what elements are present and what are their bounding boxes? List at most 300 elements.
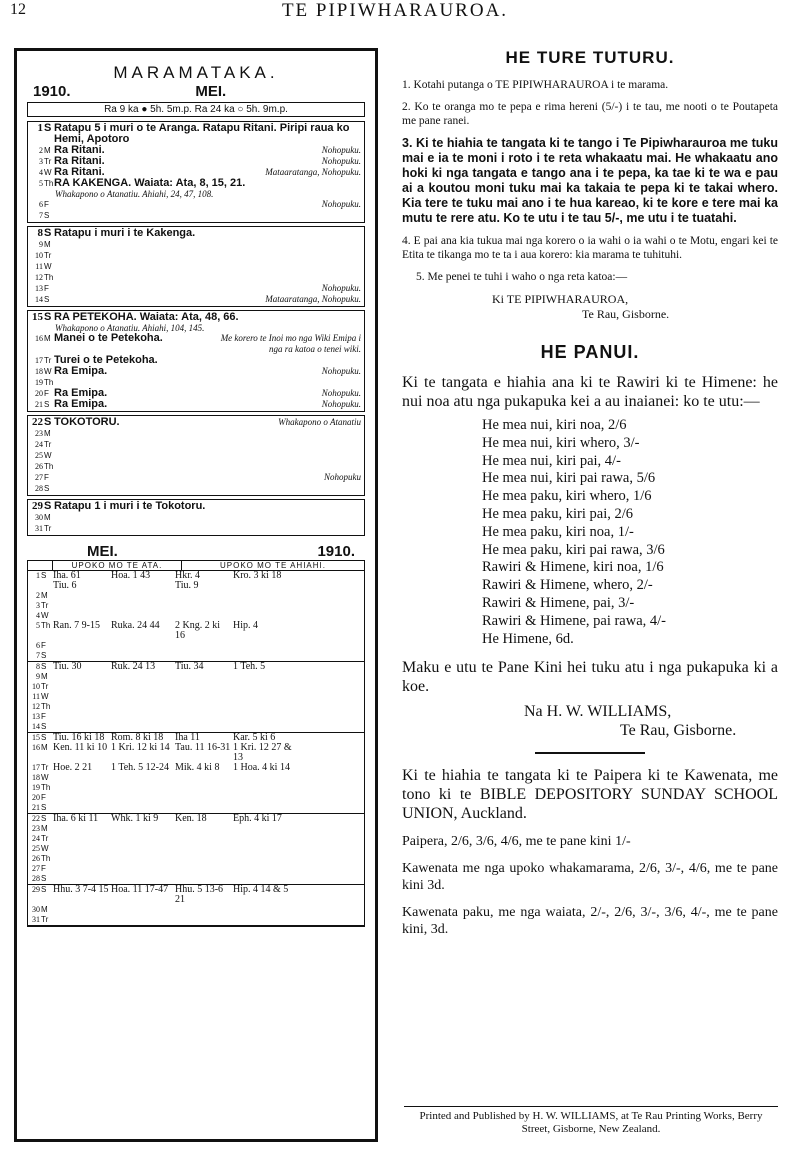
morning-reading-2: Ruk. 24 13 bbox=[111, 661, 156, 672]
day-letter: S bbox=[41, 651, 47, 660]
day-letter: W bbox=[44, 168, 52, 177]
morning-reading-2 bbox=[109, 874, 173, 884]
evening-reading-2 bbox=[231, 915, 293, 925]
calendar-month: MEI. bbox=[195, 83, 227, 100]
panui-closing: Maku e utu te Pane Kini hei tuku atu i nga pukapuka ki a koe. bbox=[402, 659, 778, 696]
day-letter: M bbox=[44, 429, 51, 438]
readings-row bbox=[28, 662, 364, 672]
evening-reading-1: Hkr. 4 bbox=[175, 570, 200, 581]
calendar-day bbox=[31, 210, 361, 221]
morning-reading-1 bbox=[51, 773, 109, 783]
readings-month: MEI. bbox=[87, 543, 118, 560]
evening-reading-1 bbox=[173, 844, 231, 854]
price-item: He mea nui, kiri pai, 4/- bbox=[482, 452, 621, 469]
day-number: 5 bbox=[36, 621, 40, 630]
day-letter: M bbox=[44, 146, 51, 155]
day-number: 22 bbox=[32, 814, 40, 823]
day-letter: M bbox=[41, 905, 48, 914]
day-letter: M bbox=[41, 591, 48, 600]
calendar-day bbox=[31, 366, 361, 377]
day-number: 24 bbox=[32, 834, 40, 843]
day-event: Ra Ritani. bbox=[54, 155, 105, 167]
morning-reading-1 bbox=[51, 692, 109, 702]
day-letter: W bbox=[44, 262, 52, 271]
morning-reading-2 bbox=[109, 824, 173, 834]
calendar-day bbox=[31, 523, 361, 534]
day-note: Nohopuku. bbox=[321, 199, 361, 209]
morning-reading-1 bbox=[51, 702, 109, 712]
readings-row bbox=[28, 874, 364, 884]
calendar-day bbox=[31, 123, 361, 145]
readings-row bbox=[28, 854, 364, 864]
readings-row bbox=[28, 702, 364, 712]
day-number: 26 bbox=[32, 854, 40, 863]
day-letter: S bbox=[41, 722, 47, 731]
calendar-day bbox=[31, 472, 361, 483]
morning-reading-2 bbox=[109, 793, 173, 803]
readings-row bbox=[28, 591, 364, 601]
evening-reading-2 bbox=[231, 803, 293, 813]
morning-reading-2 bbox=[109, 905, 173, 915]
morning-reading-2 bbox=[109, 803, 173, 813]
panui-heading: HE PANUI. bbox=[540, 342, 640, 362]
price-item: Rawiri & Himene, pai, 3/- bbox=[482, 594, 635, 611]
morning-reading-1 bbox=[51, 682, 109, 692]
day-number: 7 bbox=[39, 211, 43, 220]
evening-reading-1 bbox=[173, 803, 231, 813]
calendar-day bbox=[31, 228, 361, 239]
evening-reading-2 bbox=[231, 824, 293, 834]
readings-row bbox=[28, 712, 364, 722]
calendar-day bbox=[31, 439, 361, 450]
day-event: Ra Ritani. bbox=[54, 144, 105, 156]
day-number: 31 bbox=[32, 915, 40, 924]
evening-reading-1 bbox=[173, 793, 231, 803]
ture-p2: 2. Ko te oranga mo te pepa e rima hereni (5/-) i te tau, me nooti o te Poutapeta me pane ranei. bbox=[402, 101, 778, 127]
paipera-price: Paipera, 2/6, 3/6, 4/6, me te pane kini 1/- bbox=[402, 834, 631, 850]
day-number: 18 bbox=[32, 773, 40, 782]
ture-p1: 1. Kotahi putanga o TE PIPIWHARAUROA i te marama. bbox=[402, 79, 669, 91]
morning-reading-1 bbox=[51, 915, 109, 925]
morning-reading-1 bbox=[51, 844, 109, 854]
day-letter: Tr bbox=[44, 524, 52, 533]
day-letter: F bbox=[44, 200, 49, 209]
day-event: RA KAKENGA. Waiata: Ata, 8, 15, 21. bbox=[54, 177, 246, 189]
day-number: 8 bbox=[36, 662, 40, 671]
morning-reading-2 bbox=[109, 601, 173, 611]
ture-p5: 5. Me penei te tuhi i waho o nga reta katoa:— bbox=[416, 271, 628, 283]
evening-reading-1 bbox=[173, 641, 231, 651]
morning-reading-2: Whk. 1 ki 9 bbox=[111, 813, 159, 824]
evening-reading-2 bbox=[231, 672, 293, 682]
morning-reading-2: Ruka. 24 44 bbox=[111, 620, 160, 631]
evening-reading-2 bbox=[231, 651, 293, 661]
morning-reading-2 bbox=[109, 591, 173, 601]
readings-row bbox=[28, 581, 364, 591]
price-item: He mea nui, kiri pai rawa, 5/6 bbox=[482, 470, 656, 487]
day-letter: F bbox=[44, 389, 49, 398]
evening-reading-2: 1 Teh. 5 bbox=[233, 661, 266, 672]
morning-reading-2 bbox=[109, 834, 173, 844]
morning-reading-1 bbox=[51, 783, 109, 793]
day-letter: Th bbox=[44, 273, 54, 282]
day-number: 27 bbox=[32, 864, 40, 873]
evening-reading-2 bbox=[231, 793, 293, 803]
calendar-week bbox=[27, 226, 365, 307]
evening-reading-2 bbox=[231, 702, 293, 712]
readings-row bbox=[28, 793, 364, 803]
readings-row bbox=[28, 692, 364, 702]
day-letter: M bbox=[41, 743, 48, 752]
evening-reading-1 bbox=[173, 783, 231, 793]
day-event: Ratapu 5 i muri o te Aranga. Ratapu Ritani. Piripi raua ko Hemi, Apotoro bbox=[54, 122, 350, 145]
evening-reading-1 bbox=[173, 834, 231, 844]
day-note: Mataaratanga, Nohopuku. bbox=[265, 167, 361, 177]
day-number: 11 bbox=[32, 692, 40, 701]
morning-reading-2 bbox=[109, 702, 173, 712]
ture-p3: 3. Ki te hiahia te tangata ki te tango i Te Pipiwharauroa me tuku mai e ia te moni i roto i te reta whakaatu mai. He whakaatu ano hoki ki nga tangata e tango ana i te pepa, ka tae ki te wa e pau ai a koutou moni tuku mai ka takaia te pepa ki te takai whero. Kia tere te tuku mai ano i te hua kareao, ki te kore e tere mai ka mutu te rere atu. Ko te utu i te tau 5/-, me utu i te tuatahi. bbox=[402, 136, 778, 225]
day-event: Manei o te Petekoha. bbox=[54, 332, 163, 344]
day-letter: S bbox=[44, 500, 52, 512]
day-number: 21 bbox=[35, 400, 43, 409]
day-letter: Tr bbox=[41, 834, 49, 843]
calendar-week bbox=[27, 310, 365, 412]
readings-row bbox=[28, 672, 364, 682]
morning-reading-2 bbox=[109, 712, 173, 722]
evening-reading-1 bbox=[173, 915, 231, 925]
calendar-day bbox=[31, 450, 361, 461]
morning-reading-1 bbox=[51, 712, 109, 722]
day-number: 2 bbox=[36, 591, 40, 600]
calendar-day bbox=[31, 483, 361, 494]
day-letter: S bbox=[44, 122, 52, 134]
day-letter: S bbox=[41, 733, 47, 742]
readings-row bbox=[28, 722, 364, 732]
price-item: He Himene, 6d. bbox=[482, 630, 574, 647]
page-number: 12 bbox=[10, 1, 26, 18]
day-number: 25 bbox=[35, 451, 43, 460]
evening-reading-1: 2 Kng. 2 ki 16 bbox=[175, 620, 220, 641]
day-letter: Tr bbox=[44, 356, 52, 365]
evening-reading-2 bbox=[231, 905, 293, 915]
morning-reading-1 bbox=[51, 591, 109, 601]
calendar-day bbox=[31, 239, 361, 250]
day-note: Nohopuku. bbox=[321, 156, 361, 166]
calendar-weeks bbox=[27, 121, 365, 536]
day-number: 2 bbox=[39, 146, 43, 155]
day-letter: Tr bbox=[41, 763, 49, 772]
evening-reading-2 bbox=[231, 601, 293, 611]
calendar-day bbox=[31, 199, 361, 210]
readings-row bbox=[28, 864, 364, 874]
morning-reading-1 bbox=[51, 905, 109, 915]
day-number: 12 bbox=[32, 702, 40, 711]
calendar-day bbox=[31, 261, 361, 272]
day-letter: S bbox=[41, 803, 47, 812]
readings-row bbox=[28, 803, 364, 813]
morning-reading-2 bbox=[109, 692, 173, 702]
readings-table bbox=[27, 571, 365, 927]
panui-sig2: Te Rau, Gisborne. bbox=[620, 722, 737, 740]
morning-reading-2: Hoa. 11 17-47 bbox=[111, 884, 169, 895]
readings-row bbox=[28, 844, 364, 854]
evening-reading-2 bbox=[231, 581, 293, 591]
day-letter: F bbox=[41, 864, 46, 873]
evening-reading-2 bbox=[231, 692, 293, 702]
day-event: Ra Emipa. bbox=[54, 387, 108, 399]
calendar-year: 1910. bbox=[33, 83, 71, 100]
day-letter: M bbox=[41, 824, 48, 833]
morning-reading-1: Hhu. 3 7-4 15 bbox=[53, 884, 109, 895]
evening-reading-1: Hhu. 5 13-6 21 bbox=[175, 884, 224, 905]
evening-reading-2: Kar. 5 ki 6 bbox=[233, 732, 276, 743]
day-letter: F bbox=[41, 793, 46, 802]
morning-reading-2: 1 Kri. 12 ki 14 bbox=[111, 742, 170, 753]
evening-reading-2: Kro. 3 ki 18 bbox=[233, 570, 282, 581]
day-letter: Th bbox=[41, 783, 51, 792]
evening-reading-1 bbox=[173, 864, 231, 874]
readings-row bbox=[28, 905, 364, 915]
calendar-subnote: Whakapono o Atanatiu. Ahiahi, 24, 47, 108. bbox=[55, 189, 214, 199]
day-letter: S bbox=[41, 662, 47, 671]
day-number: 20 bbox=[32, 793, 40, 802]
readings-row bbox=[28, 641, 364, 651]
price-item: He mea paku, kiri pai, 2/6 bbox=[482, 505, 633, 522]
calendar-day bbox=[31, 283, 361, 294]
day-number: 27 bbox=[35, 473, 43, 482]
evening-reading-1 bbox=[173, 692, 231, 702]
day-letter: Tr bbox=[41, 601, 49, 610]
morning-reading-1 bbox=[51, 722, 109, 732]
day-number: 13 bbox=[32, 712, 40, 721]
readings-row bbox=[28, 824, 364, 834]
morning-reading-2 bbox=[109, 682, 173, 692]
day-event: TOKOTORU. bbox=[54, 416, 120, 428]
evening-reading-1 bbox=[173, 651, 231, 661]
day-letter: Tr bbox=[44, 251, 52, 260]
day-letter: W bbox=[41, 611, 49, 620]
day-note: Nohopuku. bbox=[321, 388, 361, 398]
evening-reading-1 bbox=[173, 773, 231, 783]
day-number: 25 bbox=[32, 844, 40, 853]
divider bbox=[535, 752, 645, 754]
day-number: 28 bbox=[32, 874, 40, 883]
day-letter: Th bbox=[44, 179, 54, 188]
evening-reading-2 bbox=[231, 874, 293, 884]
day-letter: W bbox=[41, 692, 49, 701]
day-event: Ratapu 1 i muri i te Tokotoru. bbox=[54, 500, 206, 512]
day-number: 3 bbox=[36, 601, 40, 610]
day-letter: W bbox=[41, 773, 49, 782]
day-letter: Th bbox=[44, 462, 54, 471]
evening-reading-2 bbox=[231, 864, 293, 874]
morning-reading-2 bbox=[109, 672, 173, 682]
calendar-title: MARAMATAKA. bbox=[113, 63, 279, 82]
day-number: 28 bbox=[35, 484, 43, 493]
day-event: Turei o te Petekoha. bbox=[54, 354, 158, 366]
calendar-panel bbox=[14, 48, 378, 1142]
day-letter: S bbox=[44, 400, 50, 409]
morning-reading-2 bbox=[109, 641, 173, 651]
day-number: 17 bbox=[35, 356, 43, 365]
day-event: Ratapu i muri i te Kakenga. bbox=[54, 227, 196, 239]
day-letter: W bbox=[41, 844, 49, 853]
kawenata-paku-price: Kawenata paku, me nga waiata, 2/-, 2/6, 3/-, 3/6, 4/-, me te pane kini, 3d. bbox=[402, 905, 778, 938]
day-number: 15 bbox=[32, 733, 40, 742]
day-note: Nohopuku. bbox=[321, 399, 361, 409]
morning-reading-2: 1 Teh. 5 12-24 bbox=[111, 762, 169, 773]
day-number: 21 bbox=[32, 803, 40, 812]
morning-reading-1: Tiu. 6 bbox=[53, 580, 77, 591]
col-morning: UPOKO MO TE ATA. bbox=[52, 561, 181, 570]
day-number: 4 bbox=[36, 611, 40, 620]
calendar-week bbox=[27, 415, 365, 496]
morning-reading-1 bbox=[51, 803, 109, 813]
evening-reading-1 bbox=[173, 824, 231, 834]
day-letter: S bbox=[41, 571, 47, 580]
day-number: 4 bbox=[39, 168, 43, 177]
day-number: 26 bbox=[35, 462, 43, 471]
evening-reading-1 bbox=[173, 874, 231, 884]
day-letter: Th bbox=[41, 621, 51, 630]
evening-reading-1 bbox=[173, 712, 231, 722]
day-letter: M bbox=[44, 334, 51, 343]
evening-reading-2 bbox=[231, 773, 293, 783]
evening-reading-1 bbox=[173, 905, 231, 915]
day-letter: F bbox=[44, 473, 49, 482]
evening-reading-1 bbox=[173, 854, 231, 864]
morning-reading-1: Iha. 6 ki 11 bbox=[53, 813, 99, 824]
evening-reading-1: Mik. 4 ki 8 bbox=[175, 762, 220, 773]
morning-reading-1 bbox=[51, 864, 109, 874]
day-number: 5 bbox=[39, 179, 43, 188]
readings-week bbox=[28, 814, 364, 885]
calendar-week bbox=[27, 121, 365, 223]
calendar-day bbox=[31, 501, 361, 512]
day-letter: Th bbox=[44, 378, 54, 387]
kawenata-price: Kawenata me nga upoko whakamarama, 2/6, 3/-, 4/6, me te pane kini 3d. bbox=[402, 861, 778, 894]
evening-reading-1: Tiu. 34 bbox=[175, 661, 204, 672]
readings-week bbox=[28, 662, 364, 733]
morning-reading-2 bbox=[109, 854, 173, 864]
evening-reading-2 bbox=[231, 834, 293, 844]
evening-reading-1 bbox=[173, 591, 231, 601]
evening-reading-1: Ken. 18 bbox=[175, 813, 207, 824]
day-note: Nohopuku. bbox=[321, 283, 361, 293]
day-letter: Tr bbox=[41, 682, 49, 691]
day-number: 9 bbox=[39, 240, 43, 249]
morning-reading-1 bbox=[51, 641, 109, 651]
readings-row bbox=[28, 601, 364, 611]
ture-sig2: Te Rau, Gisborne. bbox=[582, 307, 670, 321]
day-number: 23 bbox=[32, 824, 40, 833]
day-letter: Tr bbox=[41, 915, 49, 924]
day-number: 6 bbox=[39, 200, 43, 209]
day-letter: M bbox=[41, 672, 48, 681]
day-number: 14 bbox=[32, 722, 40, 731]
day-number: 7 bbox=[36, 651, 40, 660]
morning-reading-1: Tiu. 30 bbox=[53, 661, 82, 672]
col-evening: UPOKO MO TE AHIAHI. bbox=[181, 561, 364, 570]
price-item: He mea paku, kiri noa, 1/- bbox=[482, 523, 634, 540]
day-number: 17 bbox=[32, 763, 40, 772]
day-number: 30 bbox=[32, 905, 40, 914]
day-letter: M bbox=[44, 240, 51, 249]
day-note: Nohopuku. bbox=[321, 145, 361, 155]
day-number: 16 bbox=[32, 743, 40, 752]
day-letter: S bbox=[41, 885, 47, 894]
morning-reading-1 bbox=[51, 854, 109, 864]
evening-reading-2: 1 Kri. 12 27 & 13 bbox=[233, 742, 292, 763]
day-event: Ra Ritani. bbox=[54, 166, 105, 178]
price-item: He mea paku, kiri pai rawa, 3/6 bbox=[482, 541, 665, 558]
day-event: RA PETEKOHA. Waiata: Ata, 48, 66. bbox=[54, 311, 239, 323]
readings-row bbox=[28, 743, 364, 763]
morning-reading-2 bbox=[109, 864, 173, 874]
price-item: Rawiri & Himene, pai rawa, 4/- bbox=[482, 612, 667, 629]
day-number: 10 bbox=[35, 251, 43, 260]
morning-reading-1 bbox=[51, 601, 109, 611]
day-note: Whakapono o Atanatiu bbox=[278, 417, 361, 427]
day-number: 12 bbox=[35, 273, 43, 282]
calendar-day bbox=[31, 399, 361, 410]
morning-reading-1 bbox=[51, 874, 109, 884]
day-number bbox=[28, 581, 40, 591]
evening-reading-1 bbox=[173, 682, 231, 692]
calendar-day bbox=[31, 272, 361, 283]
day-letter: F bbox=[41, 712, 46, 721]
evening-reading-1 bbox=[173, 601, 231, 611]
evening-reading-2 bbox=[231, 641, 293, 651]
price-item: Rawiri & Himene, kiri noa, 1/6 bbox=[482, 559, 664, 576]
morning-reading-1 bbox=[51, 793, 109, 803]
ture-heading: HE TURE TUTURU. bbox=[505, 48, 675, 67]
day-number: 24 bbox=[35, 440, 43, 449]
day-number: 30 bbox=[35, 513, 43, 522]
price-item: Rawiri & Himene, whero, 2/- bbox=[482, 577, 653, 594]
readings-row bbox=[28, 814, 364, 824]
readings-week bbox=[28, 571, 364, 662]
readings-row bbox=[28, 885, 364, 905]
evening-reading-2 bbox=[231, 783, 293, 793]
evening-reading-2: 1 Hoa. 4 ki 14 bbox=[233, 762, 290, 773]
day-letter: S bbox=[44, 484, 50, 493]
evening-reading-1 bbox=[173, 672, 231, 682]
evening-reading-2 bbox=[231, 854, 293, 864]
calendar-year-month bbox=[27, 83, 365, 100]
calendar-day bbox=[31, 417, 361, 428]
ture-p4: 4. E pai ana kia tukua mai nga korero o ia wahi o ia wahi o te Motu, engari kei te Etita te tikanga mo te ta i aua korero: kia marama te tuhituhi. bbox=[402, 235, 778, 261]
day-number: 20 bbox=[35, 389, 43, 398]
panui-intro: Ki te tangata e hiahia ana ki te Rawiri ki te Himene: he nui noa atu nga pukapuka kei a au inaianei: ko te utu:— bbox=[402, 374, 778, 410]
evening-reading-2 bbox=[231, 844, 293, 854]
day-letter: W bbox=[44, 367, 52, 376]
morning-reading-2 bbox=[109, 783, 173, 793]
price-list bbox=[482, 417, 778, 648]
day-number: 3 bbox=[39, 157, 43, 166]
calendar-day bbox=[31, 461, 361, 472]
day-number: 11 bbox=[35, 262, 43, 271]
evening-reading-2 bbox=[231, 682, 293, 692]
evening-reading-2: Hip. 4 bbox=[233, 620, 258, 631]
day-letter: S bbox=[41, 874, 47, 883]
day-event: Ra Emipa. bbox=[54, 398, 108, 410]
readings-row bbox=[28, 763, 364, 773]
day-number: 23 bbox=[35, 429, 43, 438]
morning-reading-2: Hoa. 1 43 bbox=[111, 570, 151, 581]
calendar-day bbox=[31, 512, 361, 523]
day-number: 19 bbox=[32, 783, 40, 792]
